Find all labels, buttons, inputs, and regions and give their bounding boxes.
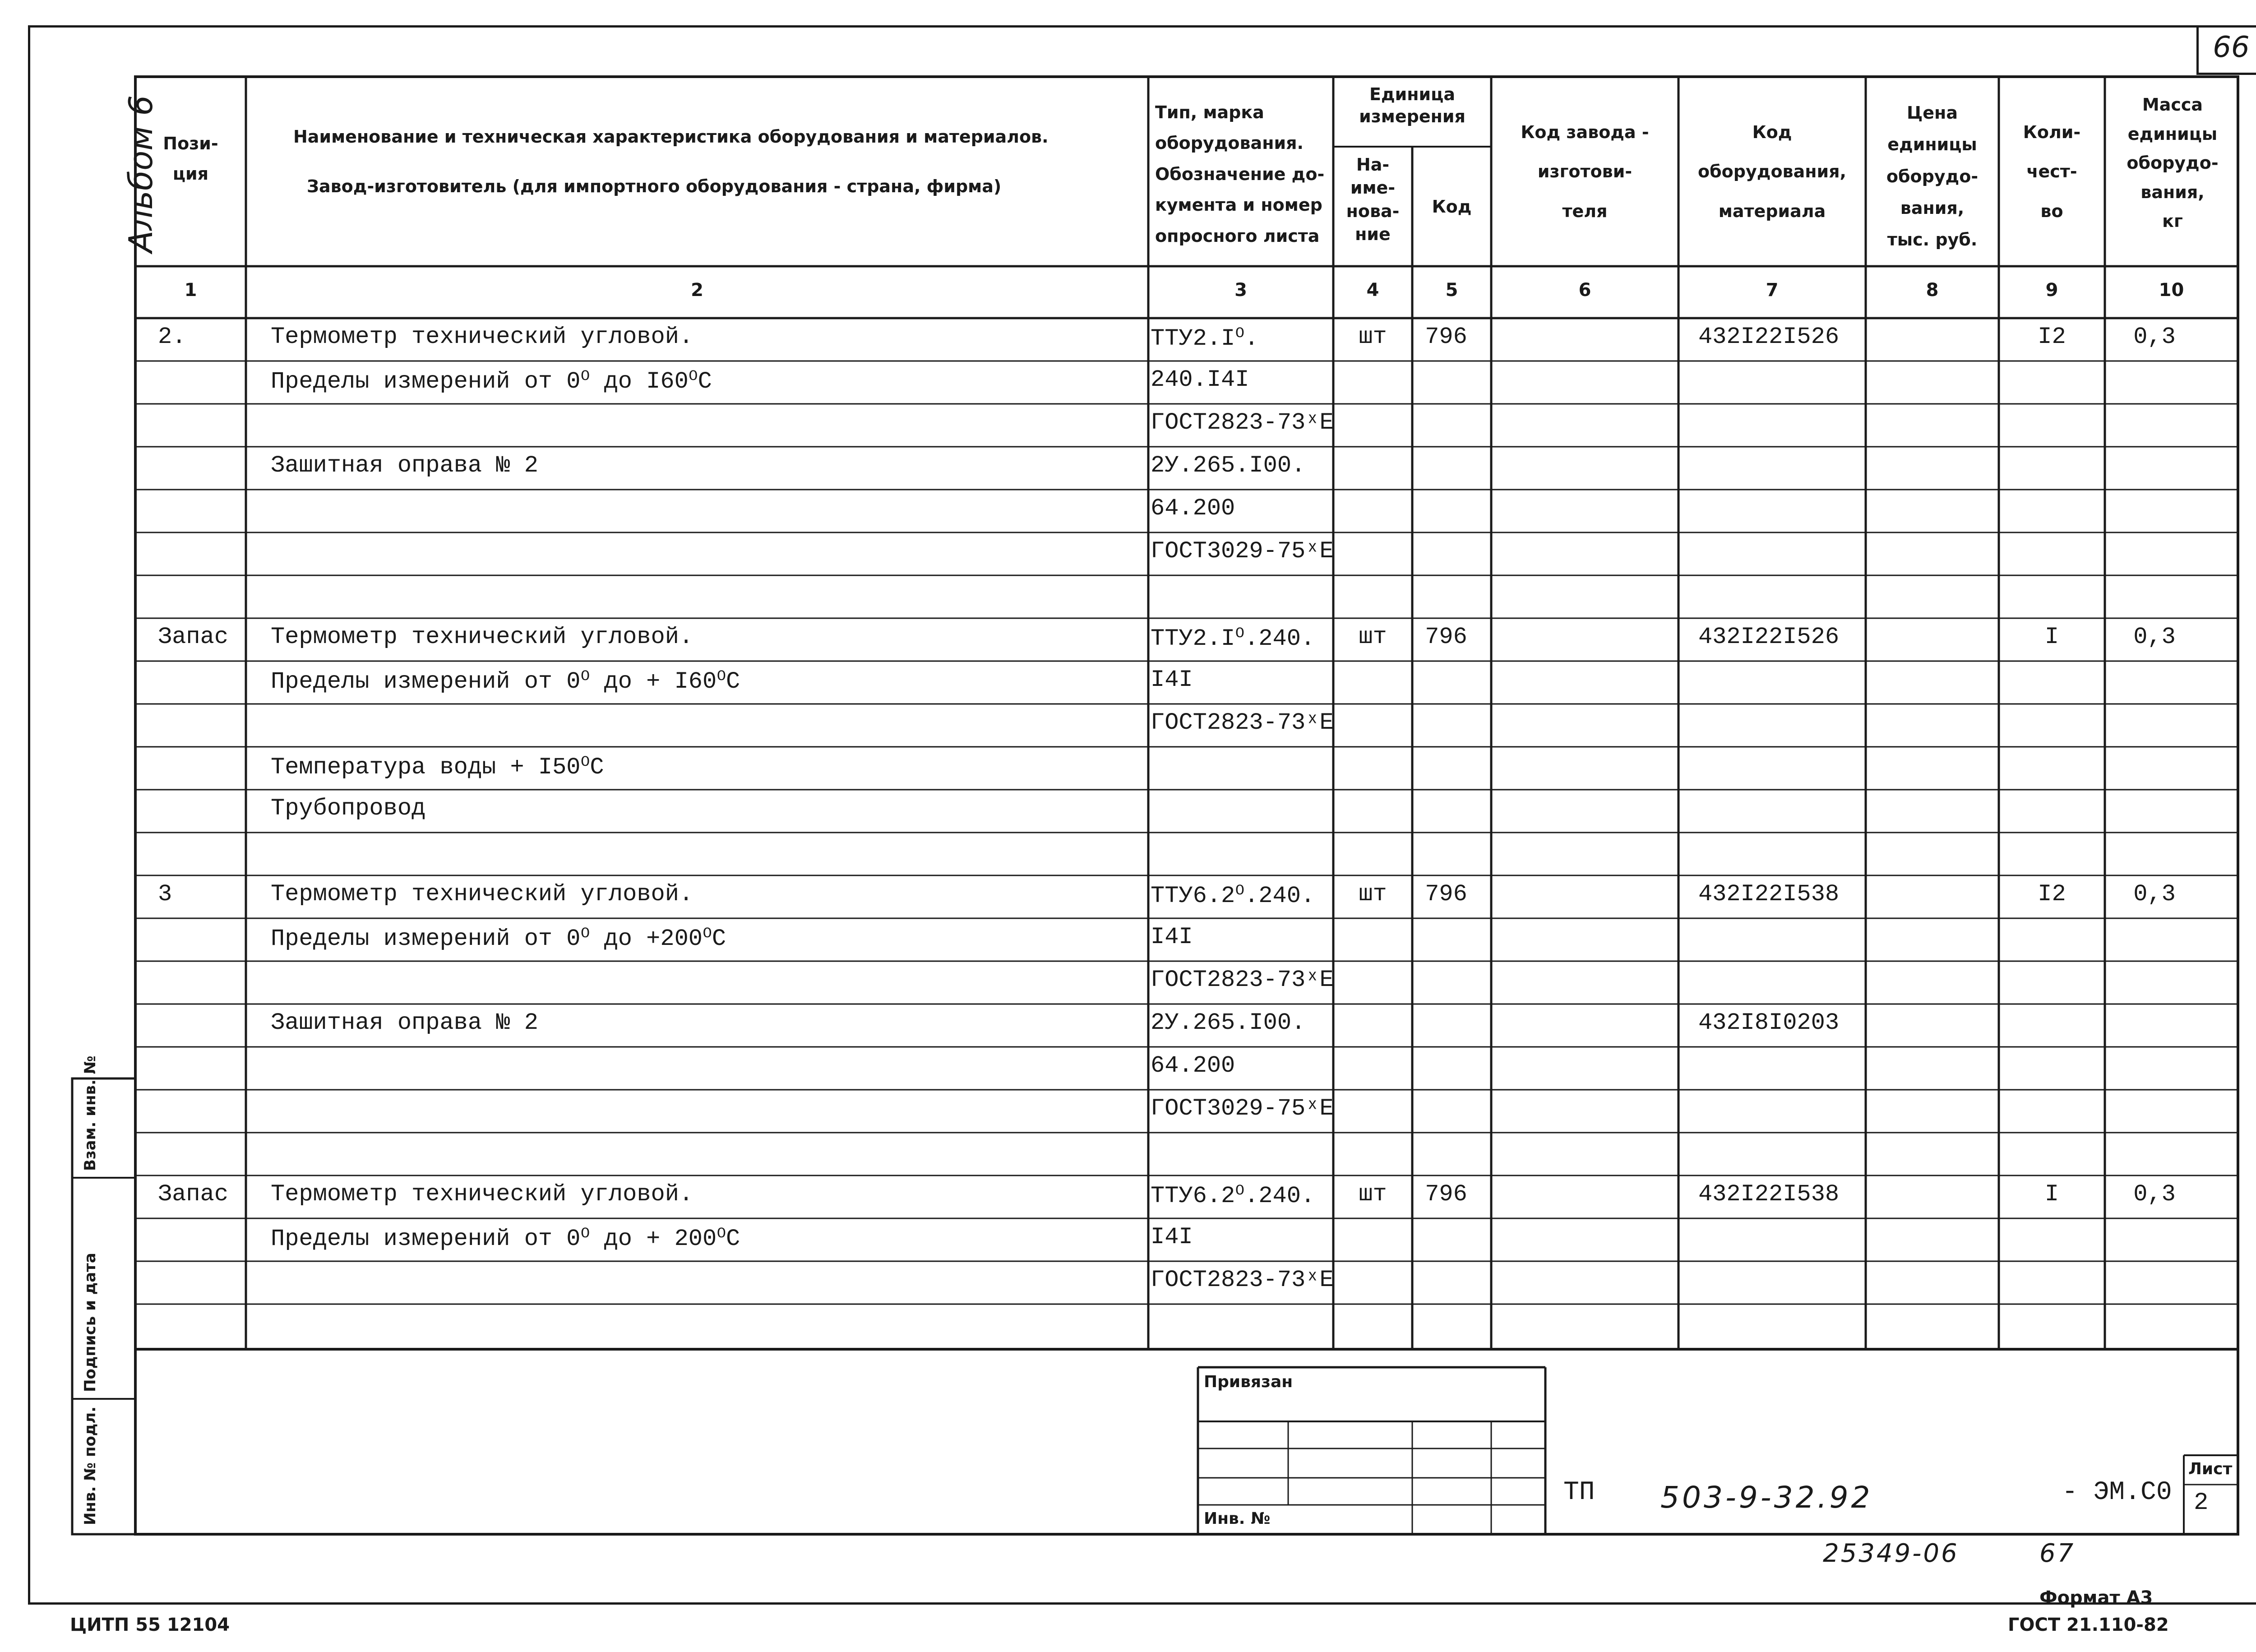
col-number-4: 4 <box>1366 280 1379 301</box>
unit-name-cell: шт <box>1359 624 1387 650</box>
type-cell: I4I <box>1151 924 1193 950</box>
material-code-cell: 432I22I538 <box>1698 881 1840 907</box>
unit-name-cell: шт <box>1359 1181 1387 1208</box>
type-cell: ГОСТ2823-73ˣЕ <box>1151 409 1334 436</box>
type-cell: ТТУ6.2⁰.240. <box>1151 883 1315 909</box>
header-name-line2: Завод-изготовитель (для импортного оборудования - страна, фирма) <box>307 176 1002 196</box>
col-number-2: 2 <box>691 280 703 301</box>
type-cell: ТТУ2.I⁰. <box>1151 325 1259 352</box>
type-cell: ГОСТ3029-75ˣЕ <box>1151 1095 1334 1122</box>
name-cell: Термометр технический угловой. <box>271 1181 693 1208</box>
unit-code-cell: 796 <box>1425 324 1467 350</box>
mass-cell: 0,3 <box>2133 881 2176 907</box>
col-number-5: 5 <box>1445 280 1458 301</box>
header-quantity: Коли- чест- во <box>2023 122 2081 221</box>
quantity-cell: I2 <box>2038 324 2066 350</box>
col-number-6: 6 <box>1578 280 1591 301</box>
mass-cell: 0,3 <box>2133 1181 2176 1208</box>
name-cell: Зашитная оправа № 2 <box>271 452 538 479</box>
name-cell: Термометр технический угловой. <box>271 624 693 650</box>
type-cell: ГОСТ2823-73ˣЕ <box>1151 709 1334 736</box>
name-cell: Трубопровод <box>271 795 426 822</box>
title-block-sheet-label: Лист <box>2188 1460 2233 1478</box>
material-code-cell: 432I22I526 <box>1698 324 1840 350</box>
name-cell: Термометр технический угловой. <box>271 324 693 350</box>
header-mass: Масса единицы оборудо- вания, кг <box>2127 95 2219 231</box>
quantity-cell: I2 <box>2038 881 2066 907</box>
title-block-document-suffix: - ЭМ.С0 <box>2062 1478 2172 1507</box>
header-position: Пози- ция <box>163 134 218 184</box>
album-label: Альбом 6 <box>122 95 160 253</box>
stamp-privyazan: Привязан <box>1204 1373 1293 1391</box>
name-cell: Пределы измерений от 0⁰ до + I60⁰С <box>271 668 740 695</box>
footer-left-code: ЦИТП 55 12104 <box>70 1615 230 1635</box>
col-number-3: 3 <box>1234 280 1247 301</box>
header-unit-group: Единица измерения <box>1359 84 1465 127</box>
name-cell: Температура воды + I50⁰С <box>271 754 604 781</box>
position-cell: Запас <box>158 624 229 650</box>
type-cell: ГОСТ2823-73ˣЕ <box>1151 967 1334 993</box>
side-stamp-replaced-inv: Взам. инв. № <box>81 1055 99 1171</box>
name-cell: Пределы измерений от 0⁰ до + 200⁰С <box>271 1226 740 1252</box>
type-cell: ТТУ2.I⁰.240. <box>1151 625 1315 652</box>
col-number-1: 1 <box>184 280 197 301</box>
mass-cell: 0,3 <box>2133 624 2176 650</box>
side-stamp-inv-podl: Инв. № подл. <box>81 1406 99 1525</box>
type-cell: ГОСТ2823-73ˣЕ <box>1151 1267 1334 1293</box>
unit-name-cell: шт <box>1359 324 1387 350</box>
type-cell: 240.I4I <box>1151 366 1249 393</box>
type-cell: 64.200 <box>1151 1052 1235 1079</box>
col-number-9: 9 <box>2045 280 2058 301</box>
material-code-cell: 432I22I538 <box>1698 1181 1840 1208</box>
header-name-line1: Наименование и техническая характеристика оборудования и материалов. <box>293 127 1049 147</box>
col-number-7: 7 <box>1766 280 1779 301</box>
quantity-cell: I <box>2044 1181 2059 1208</box>
position-cell: Запас <box>158 1181 229 1208</box>
side-stamp-signature: Подпись и дата <box>81 1253 99 1392</box>
col-number-8: 8 <box>1926 280 1939 301</box>
title-block-sheet-value: 2 <box>2194 1489 2209 1517</box>
name-cell: Пределы измерений от 0⁰ до +200⁰С <box>271 925 726 952</box>
unit-code-cell: 796 <box>1425 1181 1467 1208</box>
name-cell: Пределы измерений от 0⁰ до I60⁰С <box>271 368 712 395</box>
type-cell: ТТУ6.2⁰.240. <box>1151 1183 1315 1209</box>
header-price: Цена единицы оборудо- вания, тыс. руб. <box>1886 103 1979 250</box>
header-material-code: Код оборудования, материала <box>1698 122 1846 221</box>
unit-code-cell: 796 <box>1425 881 1467 907</box>
type-cell: ГОСТ3029-75ˣЕ <box>1151 538 1334 565</box>
header-unit-code: Код <box>1432 197 1472 217</box>
name-cell: Термометр технический угловой. <box>271 881 693 907</box>
name-cell: Зашитная оправа № 2 <box>271 1009 538 1036</box>
type-cell: 2У.265.I00. <box>1151 452 1306 479</box>
mass-cell: 0,3 <box>2133 324 2176 350</box>
header-type: Тип, марка оборудования. Обозначение до- кумента и номер опросного листа <box>1155 102 1325 246</box>
sheet-number: 66 <box>2213 31 2250 64</box>
type-cell: 64.200 <box>1151 495 1235 522</box>
material-code-cell: 432I22I526 <box>1698 624 1840 650</box>
footer-format: Формат А3 <box>2039 1587 2153 1608</box>
footer-gost: ГОСТ 21.110-82 <box>2008 1615 2169 1635</box>
position-cell: 2. <box>158 324 186 350</box>
title-block-tp: ТП <box>1563 1478 1595 1507</box>
stamp-inv-no: Инв. № <box>1204 1509 1271 1528</box>
order-number: 25349-06 <box>1823 1539 1959 1568</box>
page-number: 67 <box>2039 1539 2076 1568</box>
type-cell: I4I <box>1151 666 1193 693</box>
title-block-document-number: 503-9-32.92 <box>1660 1480 1873 1515</box>
col-number-10: 10 <box>2159 280 2184 301</box>
position-cell: 3 <box>158 881 172 907</box>
material-code-cell: 432I8I0203 <box>1698 1009 1840 1036</box>
type-cell: I4I <box>1151 1224 1193 1250</box>
unit-name-cell: шт <box>1359 881 1387 907</box>
header-unit-name: На- име- нова- ние <box>1346 155 1400 244</box>
header-factory-code: Код завода - изготови- теля <box>1521 122 1649 221</box>
unit-code-cell: 796 <box>1425 624 1467 650</box>
quantity-cell: I <box>2044 624 2059 650</box>
type-cell: 2У.265.I00. <box>1151 1009 1306 1036</box>
